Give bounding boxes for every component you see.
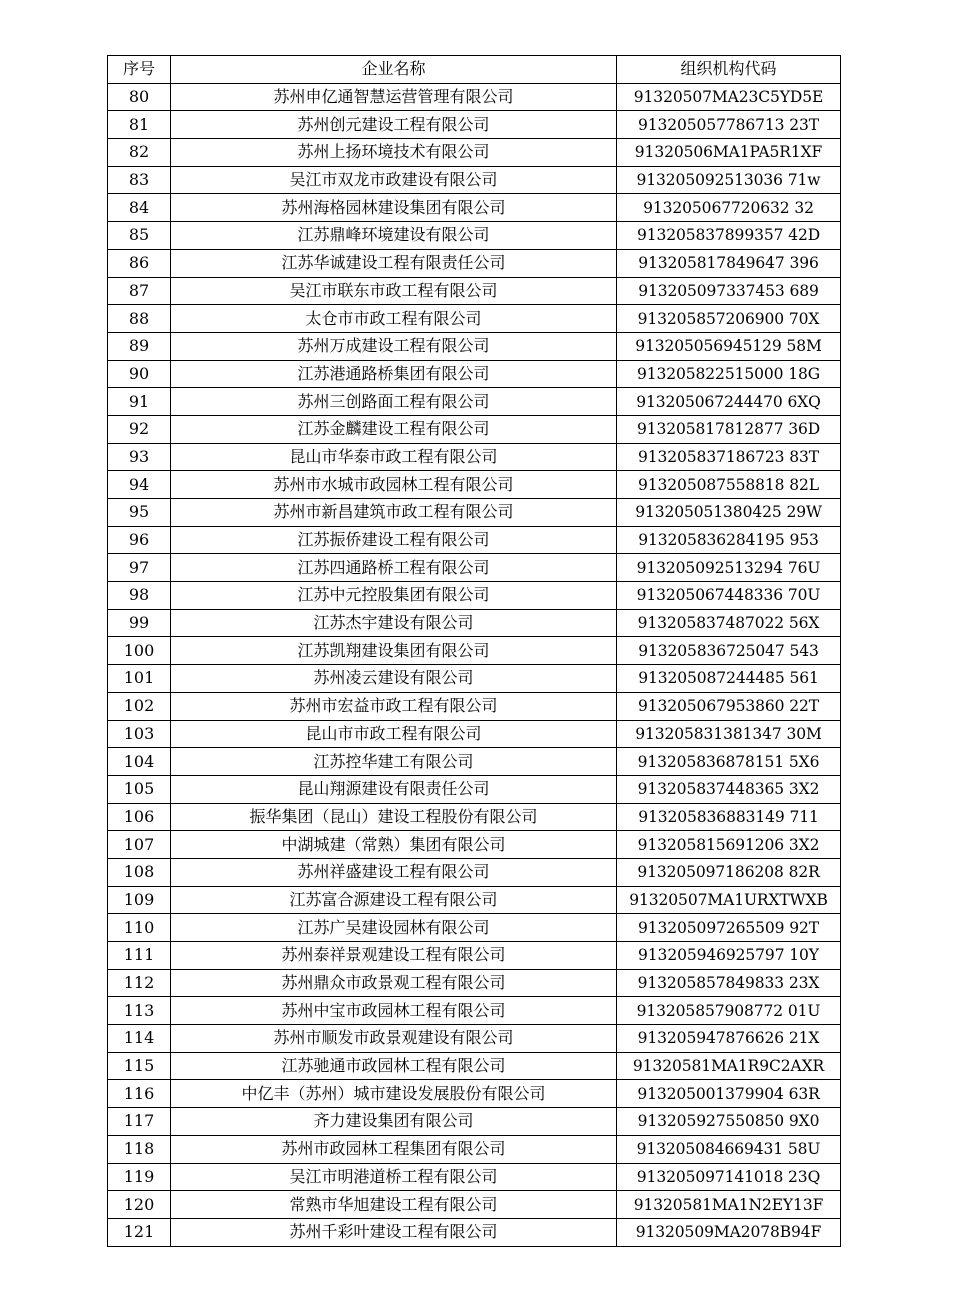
company-name-cell: 吴江市双龙市政建设有限公司	[171, 166, 617, 194]
serial-number-cell: 99	[108, 609, 171, 637]
organization-code-cell: 913205837899357 42D	[617, 222, 841, 250]
company-name-cell: 苏州凌云建设有限公司	[171, 665, 617, 693]
table-row	[108, 692, 841, 720]
table-row	[108, 222, 841, 250]
table-row	[108, 166, 841, 194]
organization-code-cell: 913205815691206 3X2	[617, 831, 841, 859]
serial-number-cell: 103	[108, 720, 171, 748]
serial-number-cell: 91	[108, 388, 171, 416]
company-name-cell: 江苏中元控股集团有限公司	[171, 582, 617, 610]
company-name-cell: 昆山翔源建设有限责任公司	[171, 775, 617, 803]
table-row	[108, 720, 841, 748]
table-row	[108, 194, 841, 222]
table-row	[108, 582, 841, 610]
organization-code-cell: 913205097186208 82R	[617, 858, 841, 886]
serial-number-cell: 118	[108, 1135, 171, 1163]
organization-code-cell: 913205831381347 30M	[617, 720, 841, 748]
company-name-cell: 苏州市宏益市政工程有限公司	[171, 692, 617, 720]
table-row	[108, 388, 841, 416]
organization-code-cell: 913205067953860 22T	[617, 692, 841, 720]
table-row	[108, 1108, 841, 1136]
serial-number-cell: 100	[108, 637, 171, 665]
table-row	[108, 305, 841, 333]
table-row	[108, 499, 841, 527]
organization-code-cell: 913205836725047 543	[617, 637, 841, 665]
organization-code-cell: 913205837448365 3X2	[617, 775, 841, 803]
organization-code-cell: 913205817849647 396	[617, 249, 841, 277]
company-name-cell: 苏州千彩叶建设工程有限公司	[171, 1218, 617, 1246]
company-name-cell: 苏州祥盛建设工程有限公司	[171, 858, 617, 886]
table-row	[108, 858, 841, 886]
company-name-cell: 江苏振侨建设工程有限公司	[171, 526, 617, 554]
serial-number-cell: 111	[108, 942, 171, 970]
serial-number-cell: 117	[108, 1108, 171, 1136]
header-company-name: 企业名称	[171, 56, 617, 84]
organization-code-cell: 913205857908772 01U	[617, 997, 841, 1025]
organization-code-cell: 91320509MA2078B94F	[617, 1218, 841, 1246]
organization-code-cell: 91320581MA1N2EY13F	[617, 1191, 841, 1219]
organization-code-cell: 913205092513294 76U	[617, 554, 841, 582]
company-name-cell: 苏州创元建设工程有限公司	[171, 111, 617, 139]
company-name-cell: 江苏杰宇建设有限公司	[171, 609, 617, 637]
company-name-cell: 苏州万成建设工程有限公司	[171, 332, 617, 360]
table-row	[108, 775, 841, 803]
organization-code-cell: 91320506MA1PA5R1XF	[617, 139, 841, 167]
serial-number-cell: 116	[108, 1080, 171, 1108]
table-row	[108, 665, 841, 693]
table-row	[108, 1191, 841, 1219]
serial-number-cell: 83	[108, 166, 171, 194]
header-organization-code: 组织机构代码	[617, 56, 841, 84]
company-name-cell: 江苏金麟建设工程有限公司	[171, 415, 617, 443]
company-name-cell: 江苏控华建工有限公司	[171, 748, 617, 776]
table-row	[108, 526, 841, 554]
company-name-cell: 江苏港通路桥集团有限公司	[171, 360, 617, 388]
company-name-cell: 江苏凯翔建设集团有限公司	[171, 637, 617, 665]
company-name-cell: 中亿丰（苏州）城市建设发展股份有限公司	[171, 1080, 617, 1108]
serial-number-cell: 105	[108, 775, 171, 803]
company-name-cell: 苏州中宝市政园林工程有限公司	[171, 997, 617, 1025]
company-name-cell: 常熟市华旭建设工程有限公司	[171, 1191, 617, 1219]
serial-number-cell: 82	[108, 139, 171, 167]
table-row	[108, 471, 841, 499]
table-row	[108, 969, 841, 997]
serial-number-cell: 95	[108, 499, 171, 527]
table-row	[108, 997, 841, 1025]
organization-code-cell: 913205837186723 83T	[617, 443, 841, 471]
organization-code-cell: 913205817812877 36D	[617, 415, 841, 443]
table-header-row	[108, 56, 841, 84]
company-name-cell: 苏州上扬环境技术有限公司	[171, 139, 617, 167]
organization-code-cell: 913205092513036 71w	[617, 166, 841, 194]
serial-number-cell: 120	[108, 1191, 171, 1219]
organization-code-cell: 913205822515000 18G	[617, 360, 841, 388]
table-row	[108, 609, 841, 637]
organization-code-cell: 913205097141018 23Q	[617, 1163, 841, 1191]
company-name-cell: 苏州海格园林建设集团有限公司	[171, 194, 617, 222]
organization-code-cell: 913205097337453 689	[617, 277, 841, 305]
company-name-cell: 苏州泰祥景观建设工程有限公司	[171, 942, 617, 970]
organization-code-cell: 913205084669431 58U	[617, 1135, 841, 1163]
company-name-cell: 江苏富合源建设工程有限公司	[171, 886, 617, 914]
table-row	[108, 1218, 841, 1246]
company-name-cell: 江苏华诚建设工程有限责任公司	[171, 249, 617, 277]
company-name-cell: 苏州申亿通智慧运营管理有限公司	[171, 83, 617, 111]
organization-code-cell: 913205067244470 6XQ	[617, 388, 841, 416]
serial-number-cell: 113	[108, 997, 171, 1025]
organization-code-cell: 913205947876626 21X	[617, 1025, 841, 1053]
table-row	[108, 415, 841, 443]
serial-number-cell: 94	[108, 471, 171, 499]
table-row	[108, 1080, 841, 1108]
company-name-cell: 太仓市市政工程有限公司	[171, 305, 617, 333]
organization-code-cell: 913205837487022 56X	[617, 609, 841, 637]
serial-number-cell: 98	[108, 582, 171, 610]
organization-code-cell: 913205946925797 10Y	[617, 942, 841, 970]
serial-number-cell: 97	[108, 554, 171, 582]
organization-code-cell: 913205087244485 561	[617, 665, 841, 693]
organization-code-cell: 91320581MA1R9C2AXR	[617, 1052, 841, 1080]
serial-number-cell: 115	[108, 1052, 171, 1080]
serial-number-cell: 108	[108, 858, 171, 886]
company-name-cell: 苏州市政园林工程集团有限公司	[171, 1135, 617, 1163]
serial-number-cell: 85	[108, 222, 171, 250]
company-name-cell: 齐力建设集团有限公司	[171, 1108, 617, 1136]
table-row	[108, 748, 841, 776]
organization-code-cell: 913205067720632 32	[617, 194, 841, 222]
organization-code-cell: 913205056945129 58M	[617, 332, 841, 360]
company-name-cell: 昆山市市政工程有限公司	[171, 720, 617, 748]
organization-code-cell: 913205051380425 29W	[617, 499, 841, 527]
organization-code-cell: 913205857206900 70X	[617, 305, 841, 333]
organization-code-cell: 913205001379904 63R	[617, 1080, 841, 1108]
table-row	[108, 554, 841, 582]
company-name-cell: 昆山市华泰市政工程有限公司	[171, 443, 617, 471]
table-row	[108, 360, 841, 388]
serial-number-cell: 93	[108, 443, 171, 471]
organization-code-cell: 913205087558818 82L	[617, 471, 841, 499]
organization-code-cell: 913205057786713 23T	[617, 111, 841, 139]
table-row	[108, 637, 841, 665]
table-row	[108, 942, 841, 970]
organization-code-cell: 913205836284195 953	[617, 526, 841, 554]
table-row	[108, 1135, 841, 1163]
serial-number-cell: 107	[108, 831, 171, 859]
company-name-cell: 中湖城建（常熟）集团有限公司	[171, 831, 617, 859]
organization-code-cell: 913205836878151 5X6	[617, 748, 841, 776]
table-row	[108, 139, 841, 167]
company-name-cell: 江苏驰通市政园林工程有限公司	[171, 1052, 617, 1080]
serial-number-cell: 80	[108, 83, 171, 111]
serial-number-cell: 81	[108, 111, 171, 139]
company-name-cell: 江苏广吴建设园林有限公司	[171, 914, 617, 942]
header-serial-number: 序号	[108, 56, 171, 84]
company-name-cell: 江苏鼎峰环境建设有限公司	[171, 222, 617, 250]
serial-number-cell: 102	[108, 692, 171, 720]
serial-number-cell: 104	[108, 748, 171, 776]
table-row	[108, 1163, 841, 1191]
serial-number-cell: 90	[108, 360, 171, 388]
organization-code-cell: 91320507MA1URXTWXB	[617, 886, 841, 914]
serial-number-cell: 112	[108, 969, 171, 997]
serial-number-cell: 106	[108, 803, 171, 831]
serial-number-cell: 96	[108, 526, 171, 554]
organization-code-cell: 91320507MA23C5YD5E	[617, 83, 841, 111]
serial-number-cell: 109	[108, 886, 171, 914]
table-row	[108, 332, 841, 360]
table-row	[108, 111, 841, 139]
company-name-cell: 吴江市明港道桥工程有限公司	[171, 1163, 617, 1191]
company-name-cell: 吴江市联东市政工程有限公司	[171, 277, 617, 305]
serial-number-cell: 114	[108, 1025, 171, 1053]
table-row	[108, 914, 841, 942]
organization-code-cell: 913205927550850 9X0	[617, 1108, 841, 1136]
company-name-cell: 振华集团（昆山）建设工程股份有限公司	[171, 803, 617, 831]
serial-number-cell: 110	[108, 914, 171, 942]
table-row	[108, 803, 841, 831]
table-row	[108, 1025, 841, 1053]
serial-number-cell: 88	[108, 305, 171, 333]
company-name-cell: 苏州市水城市政园林工程有限公司	[171, 471, 617, 499]
table-row	[108, 1052, 841, 1080]
company-name-cell: 苏州鼎众市政景观工程有限公司	[171, 969, 617, 997]
serial-number-cell: 86	[108, 249, 171, 277]
serial-number-cell: 121	[108, 1218, 171, 1246]
company-name-cell: 江苏四通路桥工程有限公司	[171, 554, 617, 582]
table-row	[108, 886, 841, 914]
serial-number-cell: 84	[108, 194, 171, 222]
serial-number-cell: 101	[108, 665, 171, 693]
serial-number-cell: 87	[108, 277, 171, 305]
table-body	[108, 83, 841, 1246]
organization-code-cell: 913205857849833 23X	[617, 969, 841, 997]
table-row	[108, 277, 841, 305]
organization-code-cell: 913205836883149 711	[617, 803, 841, 831]
table-row	[108, 443, 841, 471]
company-name-cell: 苏州市顺发市政景观建设有限公司	[171, 1025, 617, 1053]
organization-code-cell: 913205097265509 92T	[617, 914, 841, 942]
serial-number-cell: 119	[108, 1163, 171, 1191]
table-row	[108, 83, 841, 111]
serial-number-cell: 89	[108, 332, 171, 360]
table-row	[108, 831, 841, 859]
company-name-cell: 苏州市新昌建筑市政工程有限公司	[171, 499, 617, 527]
organization-code-cell: 913205067448336 70U	[617, 582, 841, 610]
table-row	[108, 249, 841, 277]
enterprise-table	[107, 55, 841, 1247]
company-name-cell: 苏州三创路面工程有限公司	[171, 388, 617, 416]
serial-number-cell: 92	[108, 415, 171, 443]
